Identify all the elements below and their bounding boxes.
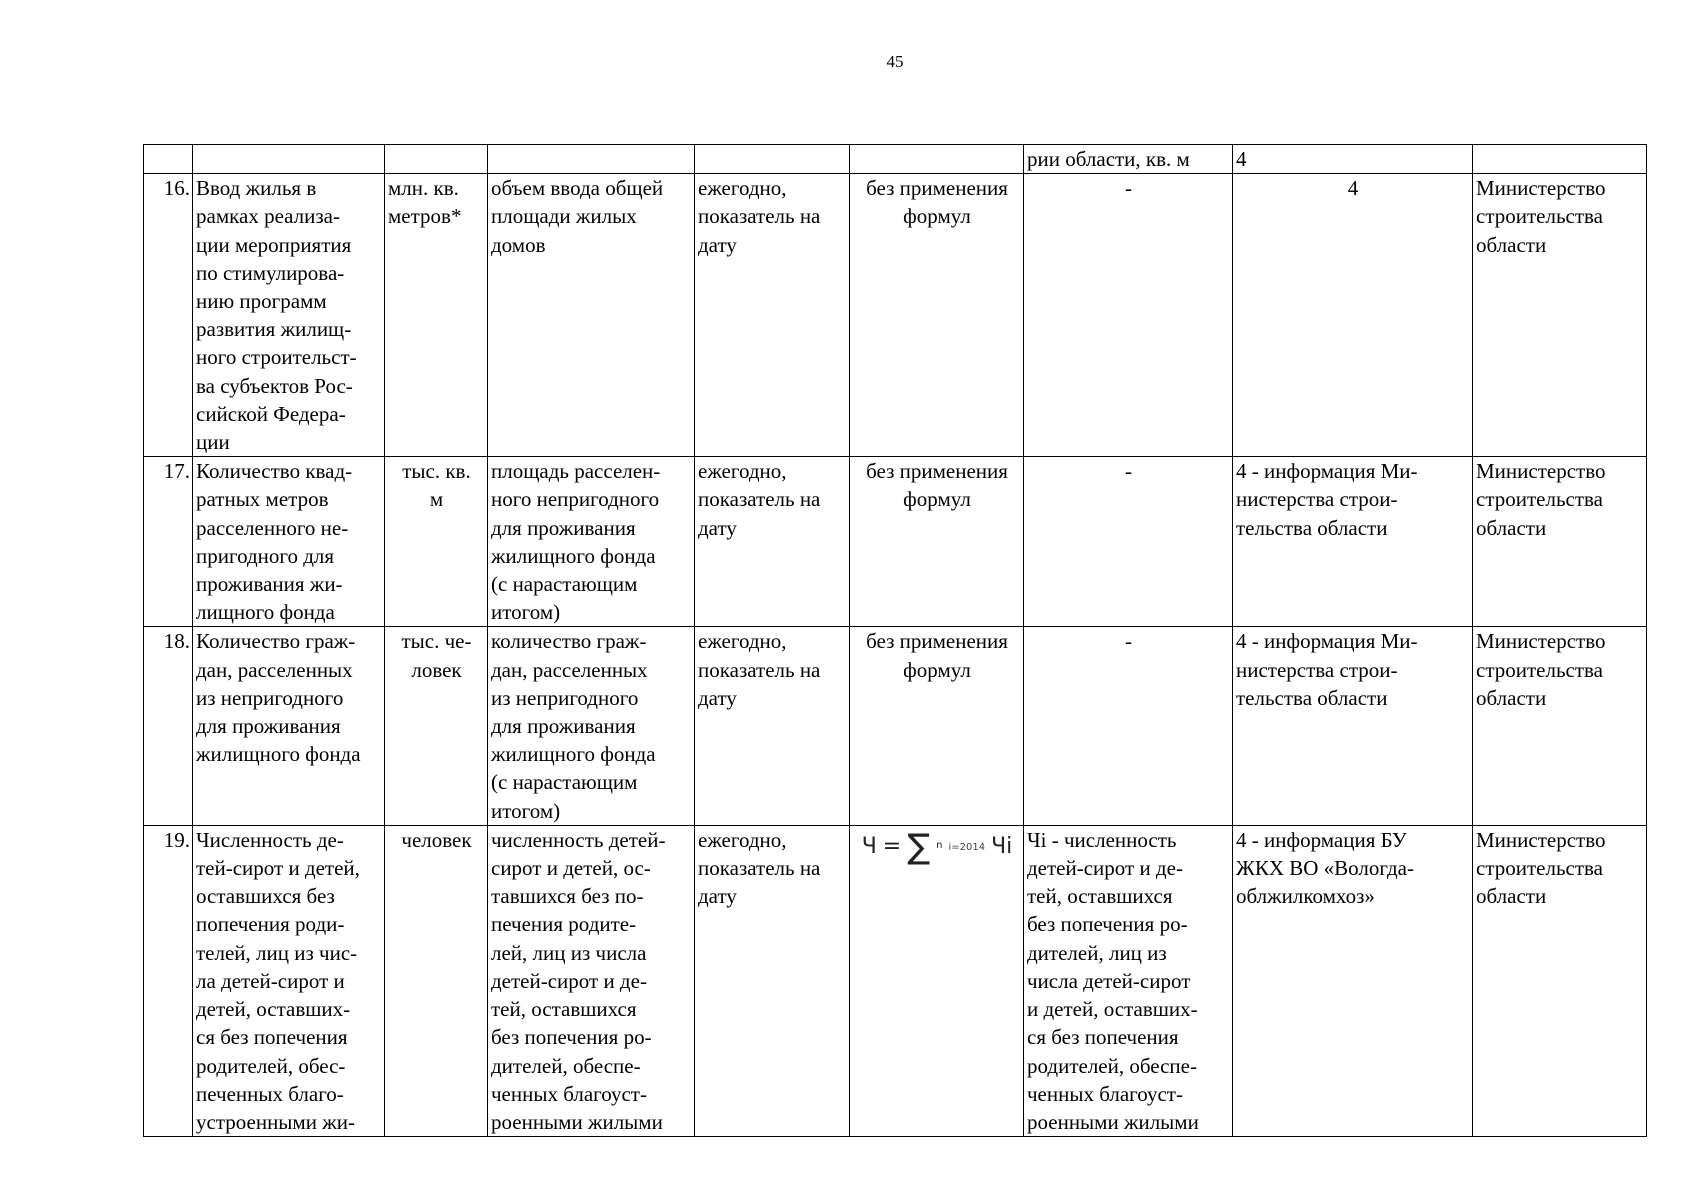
page-number: 45 xyxy=(886,52,904,71)
unit-cell xyxy=(385,825,488,1136)
cell-line: тельства области xyxy=(1236,515,1388,540)
formula-cell xyxy=(850,627,1024,825)
cell-line: формул xyxy=(903,487,971,512)
cell-line: нию программ xyxy=(196,289,327,314)
cell-line: дату xyxy=(698,685,737,710)
cell-line: ся без попечения xyxy=(196,1025,348,1050)
table-row xyxy=(144,457,1647,627)
cell-line: без применения xyxy=(866,629,1008,654)
cell-line: 4 xyxy=(1347,176,1359,201)
formula-cell xyxy=(850,174,1024,457)
cell-line: родителей, обеспе- xyxy=(1027,1053,1197,1078)
cell-line: печения родите- xyxy=(491,912,637,937)
formula-indicators-cell xyxy=(1024,174,1233,457)
cell-line: ся без попечения xyxy=(1027,1025,1179,1050)
cell-line: 4 - информация Ми- xyxy=(1236,459,1418,484)
cell-line: ратных метров xyxy=(196,487,329,512)
cell-line: ежегодно, xyxy=(698,176,787,201)
data-source-cell xyxy=(1233,174,1473,457)
cell-line: ежегодно, xyxy=(698,459,787,484)
cell-line: - xyxy=(1125,176,1132,201)
row-number-cell: 17. xyxy=(144,457,193,627)
cell-line: дан, расселенных xyxy=(491,657,648,682)
indicator-name-cell xyxy=(193,825,385,1136)
cell-line: ежегодно, xyxy=(698,629,787,654)
cell-line: ва субъектов Рос- xyxy=(196,373,353,398)
cell-line: метров* xyxy=(388,204,462,229)
table-row xyxy=(144,174,1647,457)
cell-line: ченных благоуст- xyxy=(491,1081,647,1106)
cell-line: лей, лиц из числа xyxy=(491,940,647,965)
formula-indicators-cell xyxy=(1024,627,1233,825)
cell-line: для проживания xyxy=(491,515,636,540)
cell-line: Министерство xyxy=(1476,176,1606,201)
cell-line: печенных благо- xyxy=(196,1081,344,1106)
cell-line: оставшихся без xyxy=(196,884,335,909)
cell-line: количество граж- xyxy=(491,629,647,654)
cell-line: строительства xyxy=(1476,204,1604,229)
cell-line: итогом) xyxy=(491,798,561,823)
cell-line: развития жилищ- xyxy=(196,317,352,342)
cell-line: объем ввода общей xyxy=(491,176,664,201)
cell-line: строительства xyxy=(1476,487,1604,512)
cell-line: из непригодного xyxy=(491,685,639,710)
cell-line: тей, оставшихся xyxy=(491,997,637,1022)
formula-expression xyxy=(853,826,1021,867)
cell-line: Чi - численность xyxy=(1027,827,1177,852)
cell-line: лищного фонда xyxy=(196,600,335,625)
cell-line: человек xyxy=(401,827,472,852)
data-source-cell xyxy=(1233,457,1473,627)
cell-line: площади жилых xyxy=(491,204,637,229)
cell-line: облжилкомхоз» xyxy=(1236,884,1375,909)
definition-cell xyxy=(488,174,695,457)
cell-line: Количество граж- xyxy=(196,629,356,654)
cell-line: сийской Федера- xyxy=(196,401,346,426)
cell-line: тей-сирот и детей, xyxy=(196,856,360,881)
cell-line: ного строительст- xyxy=(196,345,357,370)
cell-line: области xyxy=(1476,232,1547,257)
cell-line: ции xyxy=(196,430,230,455)
cell-line: тыс. че- xyxy=(401,629,472,654)
continuation-source-cell: 4 xyxy=(1233,145,1473,174)
cell-line: тельства области xyxy=(1236,685,1388,710)
cell-line: показатель на xyxy=(698,204,821,229)
cell-line: 4 - информация БУ xyxy=(1236,827,1407,852)
cell-line: роенными жилыми xyxy=(491,1109,663,1134)
cell-line: ЖКХ ВО «Вологда- xyxy=(1236,856,1414,881)
unit-cell xyxy=(385,457,488,627)
cell-line: без применения xyxy=(866,459,1008,484)
cell-line: без применения xyxy=(866,176,1008,201)
cell-line: 4 - информация Ми- xyxy=(1236,629,1418,654)
cell-line: нистерства строи- xyxy=(1236,487,1398,512)
cell-line: формул xyxy=(903,657,971,682)
cell-line: попечения роди- xyxy=(196,912,345,937)
cell-line: дан, расселенных xyxy=(196,657,353,682)
cell-line: Количество квад- xyxy=(196,459,353,484)
cell-line: ловек xyxy=(411,657,462,682)
data-source-cell xyxy=(1233,825,1473,1136)
cell-line: формул xyxy=(903,204,971,229)
cell-line: без попечения ро- xyxy=(1027,912,1188,937)
cell-line: Ввод жилья в xyxy=(196,176,317,201)
cell-line: дату xyxy=(698,884,737,909)
row-number-cell: 19. xyxy=(144,825,193,1136)
formula-cell xyxy=(850,825,1024,1136)
cell-line: показатель на xyxy=(698,657,821,682)
cell-line: числа детей-сирот xyxy=(1027,968,1191,993)
cell-line: области xyxy=(1476,515,1547,540)
cell-line: дителей, обеспе- xyxy=(491,1053,641,1078)
cell-line: области xyxy=(1476,884,1547,909)
cell-line: итогом) xyxy=(491,600,561,625)
cell-line: без попечения ро- xyxy=(491,1025,652,1050)
definition-cell xyxy=(488,457,695,627)
cell-line: и детей, оставших- xyxy=(1027,997,1198,1022)
definition-cell xyxy=(488,627,695,825)
cell-line: строительства xyxy=(1476,856,1604,881)
indicator-name-cell xyxy=(193,457,385,627)
cell-line: родителей, обес- xyxy=(196,1053,346,1078)
cell-line: тавшихся без по- xyxy=(491,884,644,909)
formula-indicators-cell xyxy=(1024,457,1233,627)
cell-line: показатель на xyxy=(698,487,821,512)
cell-line: млн. кв. xyxy=(388,176,459,201)
cell-line: детей-сирот и де- xyxy=(1027,856,1183,881)
cell-line: детей-сирот и де- xyxy=(491,968,647,993)
formula-indicators-cell xyxy=(1024,825,1233,1136)
unit-cell xyxy=(385,627,488,825)
periodicity-cell xyxy=(695,627,850,825)
periodicity-cell xyxy=(695,457,850,627)
cell-line: жилищного фонда xyxy=(491,742,656,767)
cell-line: ченных благоуст- xyxy=(1027,1081,1183,1106)
cell-line: ного непригодного xyxy=(491,487,660,512)
indicators-table xyxy=(143,144,1647,1137)
cell-line: для проживания xyxy=(196,714,341,739)
cell-line: ежегодно, xyxy=(698,827,787,852)
responsible-cell xyxy=(1473,457,1647,627)
responsible-cell xyxy=(1473,627,1647,825)
cell-line: пригодного для xyxy=(196,543,335,568)
cell-line: ла детей-сирот и xyxy=(196,968,345,993)
cell-line: - xyxy=(1125,629,1132,654)
cell-line: тей, оставшихся xyxy=(1027,884,1173,909)
formula-rhs: Чi xyxy=(991,833,1013,859)
cell-line: тыс. кв. xyxy=(402,459,471,484)
formula-upper-limit: n xyxy=(936,839,943,851)
table-row xyxy=(144,627,1647,825)
cell-line: жилищного фонда xyxy=(491,543,656,568)
cell-line: Министерство xyxy=(1476,827,1606,852)
cell-line: рамках реализа- xyxy=(196,204,340,229)
cell-line: Министерство xyxy=(1476,629,1606,654)
definition-cell xyxy=(488,825,695,1136)
formula-cell xyxy=(850,457,1024,627)
table-row xyxy=(144,825,1647,1136)
cell-line: численность детей- xyxy=(491,827,666,852)
cell-line: расселенного не- xyxy=(196,515,349,540)
cell-line: строительства xyxy=(1476,657,1604,682)
cell-line: сирот и детей, ос- xyxy=(491,856,651,881)
periodicity-cell xyxy=(695,174,850,457)
cell-line: по стимулирова- xyxy=(196,260,345,285)
periodicity-cell xyxy=(695,825,850,1136)
cell-line: для проживания xyxy=(491,714,636,739)
cell-line: детей, оставших- xyxy=(196,997,351,1022)
row-number-cell: 18. xyxy=(144,627,193,825)
cell-line: (с нарастающим xyxy=(491,572,638,597)
row-number-cell: 16. xyxy=(144,174,193,457)
formula-lhs: Ч xyxy=(861,833,877,859)
cell-line: площадь расселен- xyxy=(491,459,661,484)
cell-line: (с нарастающим xyxy=(491,770,638,795)
cell-line: - xyxy=(1125,459,1132,484)
cell-line: показатель на xyxy=(698,856,821,881)
continuation-formula-indicators-cell: рии области, кв. м xyxy=(1024,145,1233,174)
cell-line: устроенными жи- xyxy=(196,1109,355,1134)
cell-line: жилищного фонда xyxy=(196,742,361,767)
continuation-row xyxy=(144,145,1647,174)
cell-line: проживания жи- xyxy=(196,572,343,597)
sum-symbol: ∑ xyxy=(907,826,931,867)
responsible-cell xyxy=(1473,174,1647,457)
cell-line: дату xyxy=(698,515,737,540)
cell-line: роенными жилыми xyxy=(1027,1109,1199,1134)
formula-equals: = xyxy=(882,833,902,859)
cell-line: Министерство xyxy=(1476,459,1606,484)
cell-line: м xyxy=(429,487,444,512)
cell-line: телей, лиц из чис- xyxy=(196,940,358,965)
cell-line: ции мероприятия xyxy=(196,232,352,257)
responsible-cell xyxy=(1473,825,1647,1136)
cell-line: Численность де- xyxy=(196,827,344,852)
data-source-cell xyxy=(1233,627,1473,825)
cell-line: из непригодного xyxy=(196,685,344,710)
indicator-name-cell xyxy=(193,174,385,457)
cell-line: дителей, лиц из xyxy=(1027,940,1167,965)
cell-line: области xyxy=(1476,685,1547,710)
unit-cell xyxy=(385,174,488,457)
formula-lower-limit: i=2014 xyxy=(948,841,986,853)
indicator-name-cell xyxy=(193,627,385,825)
cell-line: дату xyxy=(698,232,737,257)
cell-line: нистерства строи- xyxy=(1236,657,1398,682)
cell-line: домов xyxy=(491,232,546,257)
